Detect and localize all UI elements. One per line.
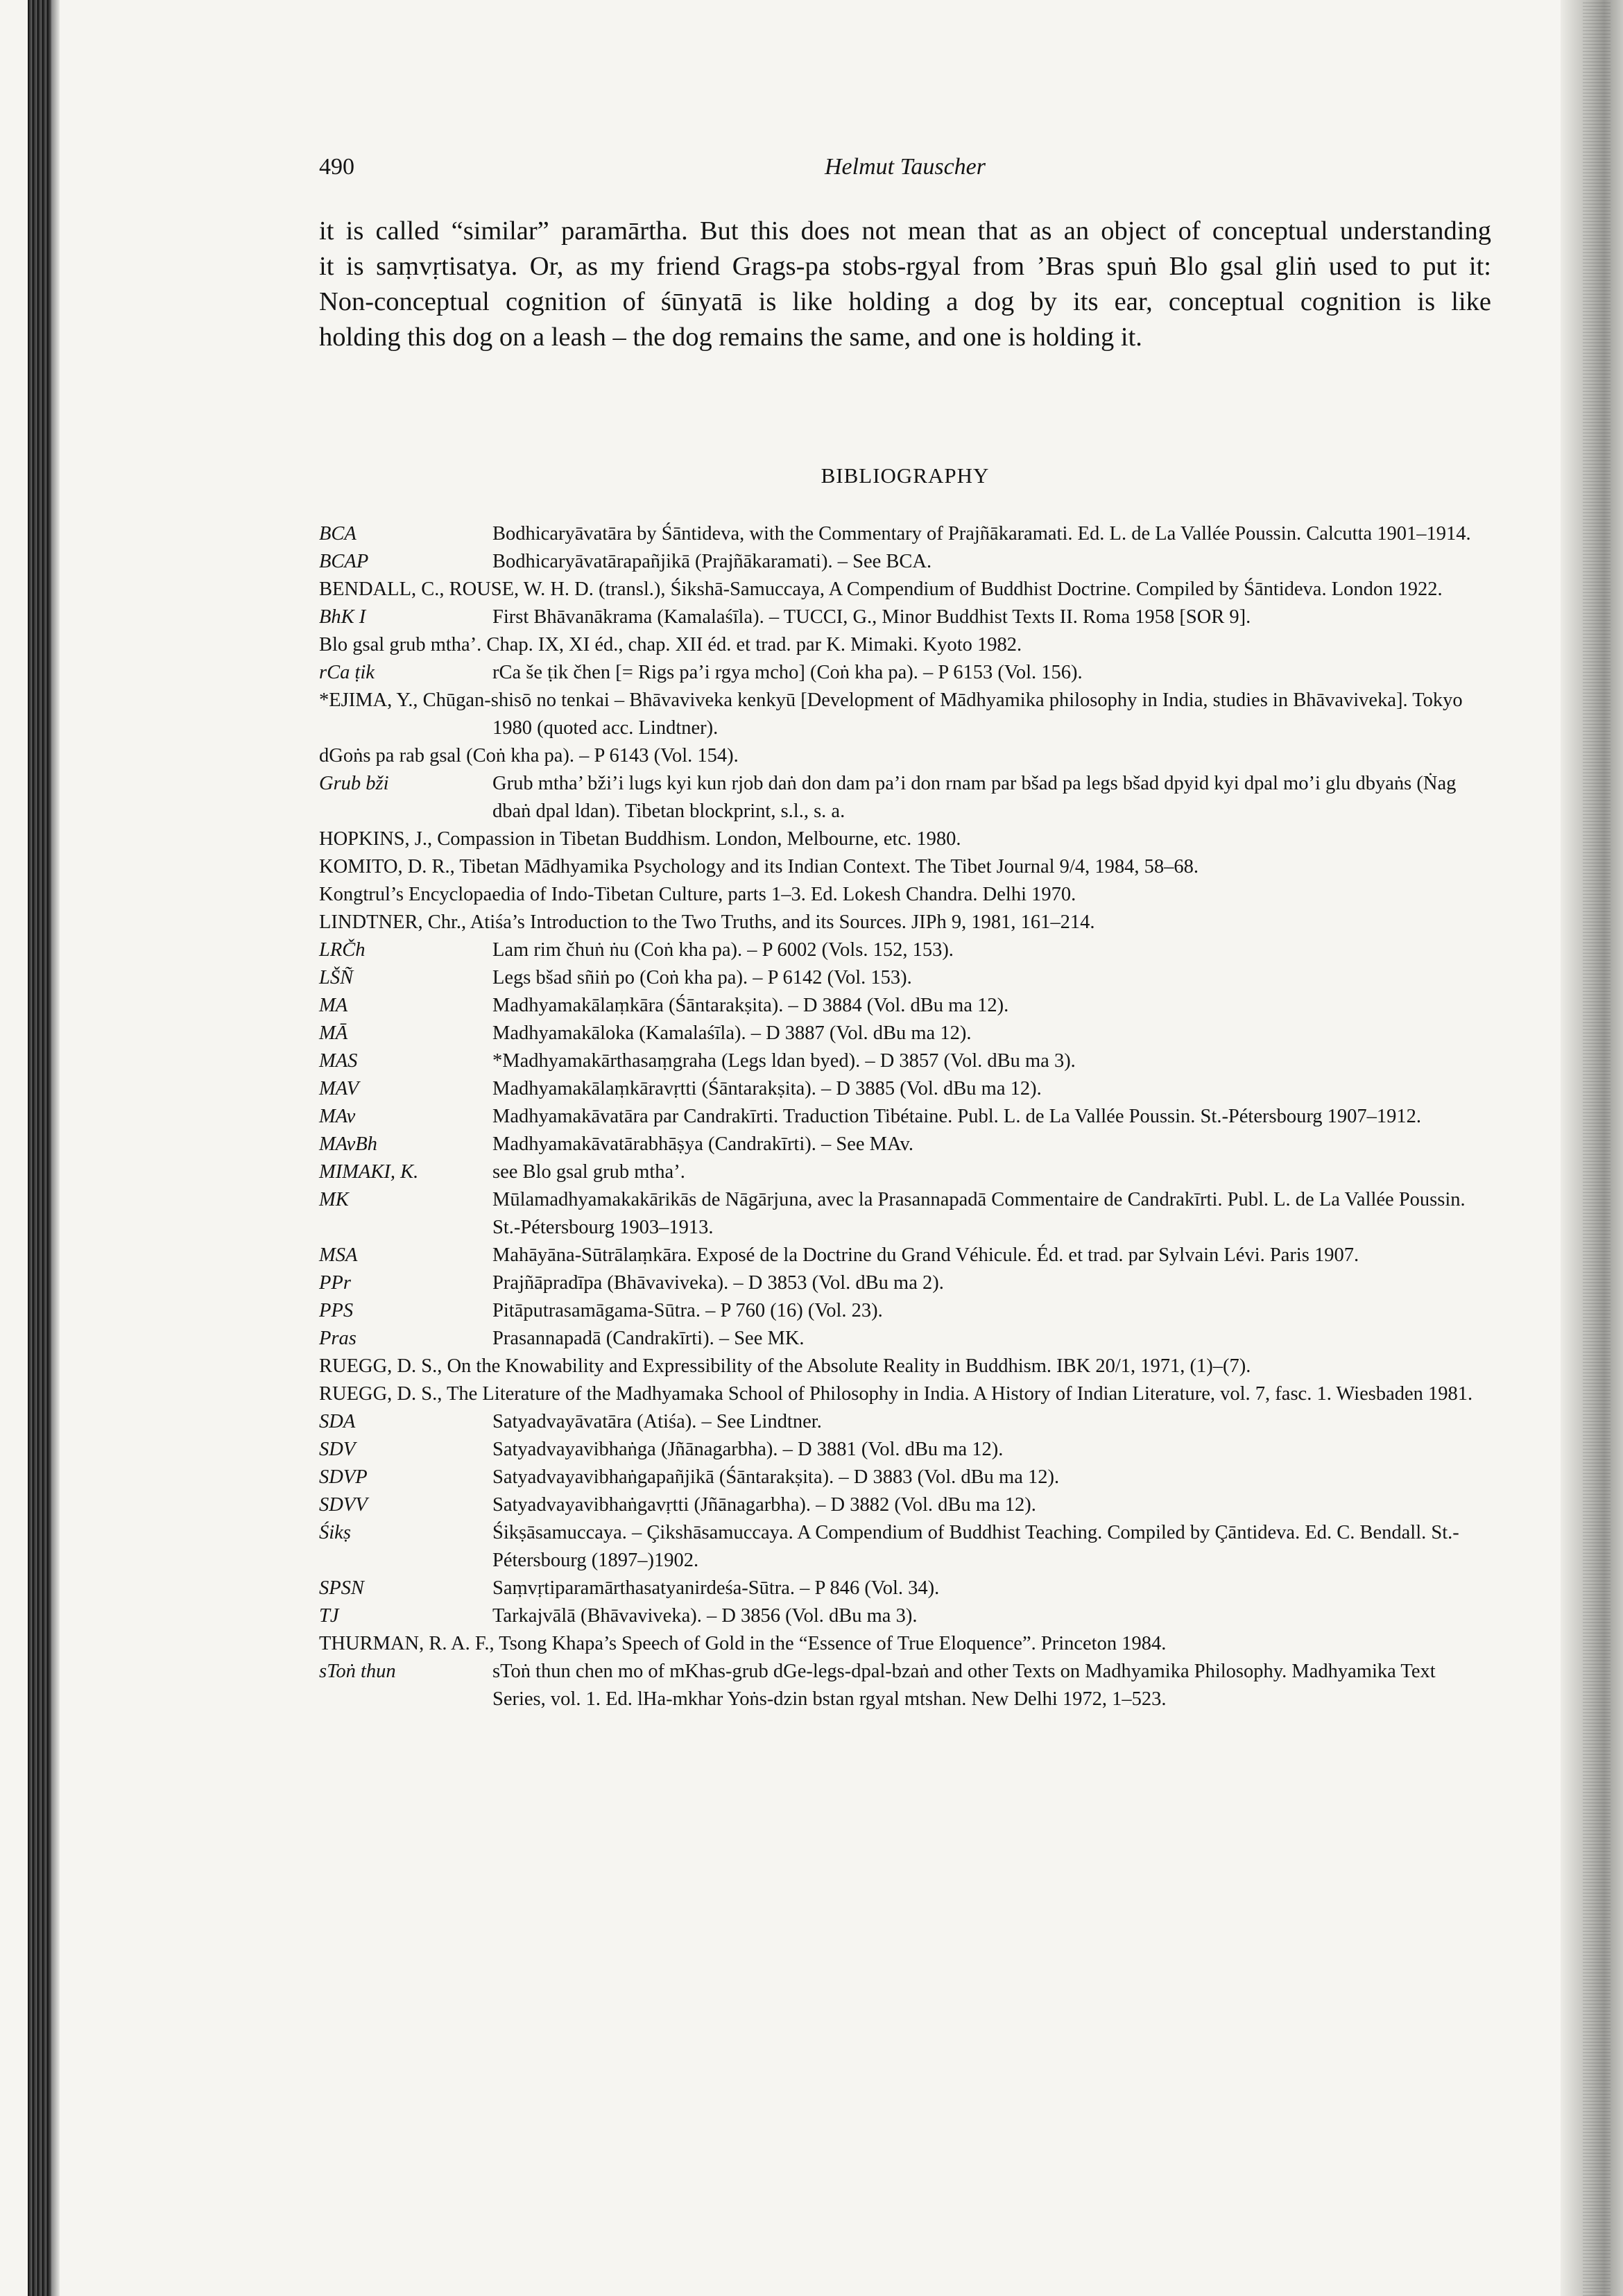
entry-abbreviation: Śikṣ [319,1522,351,1543]
entry-description: Prajñāpradīpa (Bhāvaviveka). – D 3853 (Vol. dBu ma 2). [492,1272,944,1294]
entry-abbreviation: BCAP [319,551,369,572]
scan-shadow-left [51,0,60,2296]
bibliography-entry [319,964,1491,992]
entry-abbreviation: SDVP [319,1466,368,1488]
entry-description: Madhyamakālaṃkāravṛtti (Śāntarakṣita). – D 3885 (Vol. dBu ma 12). [492,1078,1042,1099]
bibliography-entry [319,1519,1491,1575]
scan-binding-edge-left [28,0,51,2296]
entry-abbreviation: rCa ṭik [319,662,375,683]
entry-description: Madhyamakālaṃkāra (Śāntarakṣita). – D 3884 (Vol. dBu ma 12). [492,995,1009,1016]
entry-abbreviation: MAvBh [319,1133,377,1155]
entry-description: Satyadvayavibhaṅga (Jñānagarbha). – D 3881 (Vol. dBu ma 12). [492,1439,1004,1460]
bibliography-entry: KOMITO, D. R., Tibetan Mādhyamika Psychology and its Indian Context. The Tibet Journal 9/4, 1984, 58–68. [319,856,1199,877]
entry-abbreviation: SDV [319,1439,356,1460]
entry-description: Satyadvayāvatāra (Atiśa). – See Lindtner. [492,1411,822,1432]
bibliography-entry: dGoṅs pa rab gsal (Coṅ kha pa). – P 6143 (Vol. 154). [319,745,739,766]
body-line: Non-conceptual cognition of śūnyatā is like holding a dog by its ear, conceptual cognition is like [319,287,1491,316]
bibliography-entry [319,1020,1491,1047]
entry-abbreviation: MIMAKI, K. [319,1161,419,1183]
bibliography-entry [319,936,1491,964]
entry-abbreviation: sToṅ thun [319,1661,396,1682]
bibliography-entry: RUEGG, D. S., On the Knowability and Expressibility of the Absolute Reality in Buddhism. IBK 20/1, 1971, (1)–(7). [319,1355,1251,1377]
entry-description: Tarkajvālā (Bhāvaviveka). – D 3856 (Vol. dBu ma 3). [492,1605,918,1627]
bibliography-entry [319,1436,1491,1464]
bibliography-entry [319,548,1491,576]
bibliography-entry [319,1602,1491,1630]
entry-abbreviation: LRČh [319,939,366,961]
entry-description: Grub mtha’ bži’i lugs kyi kun rjob daṅ don dam pa’i don rnam par bšad pa legs bšad dpyid kyi dpal mo’i glu dbyaṅs (Ṅag dbaṅ dpal ldan). Tibetan blockprint, s.l., s. a. [492,773,1457,822]
bibliography-entry: Kongtrul’s Encyclopaedia of Indo-Tibetan Culture, parts 1–3. Ed. Lokesh Chandra. Delhi 1970. [319,884,1076,905]
bibliography-entry: LINDTNER, Chr., Atiśa’s Introduction to the Two Truths, and its Sources. JIPh 9, 1981, 161–214. [319,911,1095,933]
bibliography-entry: Blo gsal grub mtha’. Chap. IX, XI éd., chap. XII éd. et trad. par K. Mimaki. Kyoto 1982. [319,634,1022,656]
entry-abbreviation: Pras [319,1328,357,1349]
entry-abbreviation: PPr [319,1272,351,1294]
bibliography-entry [319,1242,1491,1269]
bibliography-entry [319,1158,1491,1186]
entry-abbreviation: MAV [319,1078,359,1099]
entry-description: Satyadvayavibhaṅgapañjikā (Śāntarakṣita). – D 3883 (Vol. dBu ma 12). [492,1466,1060,1488]
body-line: holding this dog on a leash – the dog remains the same, and one is holding it. [319,323,1142,352]
running-head: Helmut Tauscher [824,154,986,180]
bibliography-entry: *EJIMA, Y., Chūgan-shisō no tenkai – Bhāvaviveka kenkyū [Development of Mādhyamika philosophy in India, studies in Bhāvaviveka]. Tokyo 1980 (quoted acc. Lindtner). [319,689,1463,739]
entry-description: First Bhāvanākrama (Kamalaśīla). – TUCCI, G., Minor Buddhist Texts II. Roma 1958 [SOR 9]. [492,606,1251,628]
entry-description: rCa še ṭik čhen [= Rigs pa’i rgya mcho] (Coṅ kha pa). – P 6153 (Vol. 156). [492,662,1083,683]
bibliography-entry: BENDALL, C., ROUSE, W. H. D. (transl.), Śikshā-Samuccaya, A Compendium of Buddhist Doctrine. Compiled by Śāntideva. London 1922. [319,579,1443,600]
bibliography-heading: BIBLIOGRAPHY [821,463,990,488]
bibliography-entry: THURMAN, R. A. F., Tsong Khapa’s Speech of Gold in the “Essence of True Eloquence”. Princeton 1984. [319,1633,1167,1654]
bibliography-entry [319,1575,1491,1602]
body-paragraph [319,214,1491,355]
entry-abbreviation: SDVV [319,1494,368,1516]
bibliography-entry [319,603,1491,631]
body-line: it is called “similar” paramārtha. But this does not mean that as an object of conceptual understanding [319,216,1491,246]
entry-description: Madhyamakāloka (Kamalaśīla). – D 3887 (Vol. dBu ma 12). [492,1022,972,1044]
entry-description: Mūlamadhyamakakārikās de Nāgārjuna, avec la Prasannapadā Commentaire de Candrakīrti. Publ. L. de La Vallée Poussin. St.-Pétersbourg 1903–1913. [492,1189,1466,1238]
entry-description: Madhyamakāvatārabhāṣya (Candrakīrti). – See MAv. [492,1133,913,1155]
entry-abbreviation: MA [319,995,348,1016]
entry-abbreviation: SDA [319,1411,356,1432]
bibliography-entry [319,1131,1491,1158]
entry-abbreviation: Grub bži [319,773,389,794]
bibliography-entry [319,1408,1491,1436]
entry-abbreviation: MAS [319,1050,358,1072]
entry-description: see Blo gsal grub mtha’. [492,1161,685,1183]
entry-abbreviation: PPS [319,1300,354,1321]
entry-description: Śikṣāsamuccaya. – Çikshāsamuccaya. A Compendium of Buddhist Teaching. Compiled by Çāntideva. Ed. C. Bendall. St.-Pétersbourg (1897–)1902. [492,1522,1459,1571]
bibliography-entry [319,1047,1491,1075]
entry-abbreviation: MAv [319,1106,356,1127]
bibliography-entry: RUEGG, D. S., The Literature of the Madhyamaka School of Philosophy in India. A History of Indian Literature, vol. 7, fasc. 1. Wiesbaden 1981. [319,1383,1473,1405]
page-number: 490 [319,154,354,180]
bibliography-entry [319,992,1491,1020]
entry-description: Legs bšad sñiṅ po (Coṅ kha pa). – P 6142 (Vol. 153). [492,967,912,988]
entry-description: Satyadvayavibhaṅgavṛtti (Jñānagarbha). – D 3882 (Vol. dBu ma 12). [492,1494,1036,1516]
body-line: it is saṃvṛtisatya. Or, as my friend Grags-pa stobs-rgyal from ’Bras spuṅ Blo gsal gliṅ used to put it: [319,252,1491,281]
scan-texture-right [1583,0,1611,2296]
entry-abbreviation: SPSN [319,1577,364,1599]
bibliography-entry [319,1103,1491,1131]
bibliography-entry [319,520,1491,548]
entry-abbreviation: MK [319,1189,349,1210]
bibliography-entry: HOPKINS, J., Compassion in Tibetan Buddhism. London, Melbourne, etc. 1980. [319,828,961,850]
entry-abbreviation: TJ [319,1605,339,1627]
entry-abbreviation: BhK I [319,606,366,628]
entry-description: Prasannapadā (Candrakīrti). – See MK. [492,1328,805,1349]
entry-description: Pitāputrasamāgama-Sūtra. – P 760 (16) (Vol. 23). [492,1300,883,1321]
bibliography-list [319,520,1491,1713]
bibliography-entry [319,1297,1491,1325]
bibliography-entry [319,1075,1491,1103]
entry-abbreviation: LŠÑ [319,967,354,988]
bibliography-entry [319,1491,1491,1519]
entry-description: Lam rim čhuṅ ṅu (Coṅ kha pa). – P 6002 (Vols. 152, 153). [492,939,954,961]
page-header [319,154,1491,182]
bibliography-entry [319,659,1491,687]
entry-description: Saṃvṛtiparamārthasatyanirdeśa-Sūtra. – P 846 (Vol. 34). [492,1577,940,1599]
entry-description: *Madhyamakārthasaṃgraha (Legs ldan byed). – D 3857 (Vol. dBu ma 3). [492,1050,1076,1072]
entry-abbreviation: MSA [319,1244,358,1266]
bibliography-entry [319,770,1491,825]
entry-abbreviation: MĀ [319,1022,348,1044]
bibliography-entry [319,1269,1491,1297]
entry-description: sToṅ thun chen mo of mKhas-grub dGe-legs-dpal-bzaṅ and other Texts on Madhyamika Philosophy. Madhyamika Text Series, vol. 1. Ed. lHa-mkhar Yoṅs-dzin bstan rgyal mtshan. New Delhi 1972, 1–523. [492,1661,1436,1710]
entry-description: Bodhicaryāvatārapañjikā (Prajñākaramati). – See BCA. [492,551,932,572]
bibliography-entry [319,1325,1491,1353]
entry-description: Bodhicaryāvatāra by Śāntideva, with the Commentary of Prajñākaramati. Ed. L. de La Vallée Poussin. Calcutta 1901–1914. [492,523,1471,545]
bibliography-entry [319,1186,1491,1242]
entry-description: Madhyamakāvatāra par Candrakīrti. Traduction Tibétaine. Publ. L. de La Vallée Poussin. St.-Pétersbourg 1907–1912. [492,1106,1422,1127]
bibliography-entry [319,1658,1491,1713]
entry-description: Mahāyāna-Sūtrālaṃkāra. Exposé de la Doctrine du Grand Véhicule. Éd. et trad. par Sylvain Lévi. Paris 1907. [492,1244,1359,1266]
bibliography-entry [319,1464,1491,1491]
entry-abbreviation: BCA [319,523,357,545]
